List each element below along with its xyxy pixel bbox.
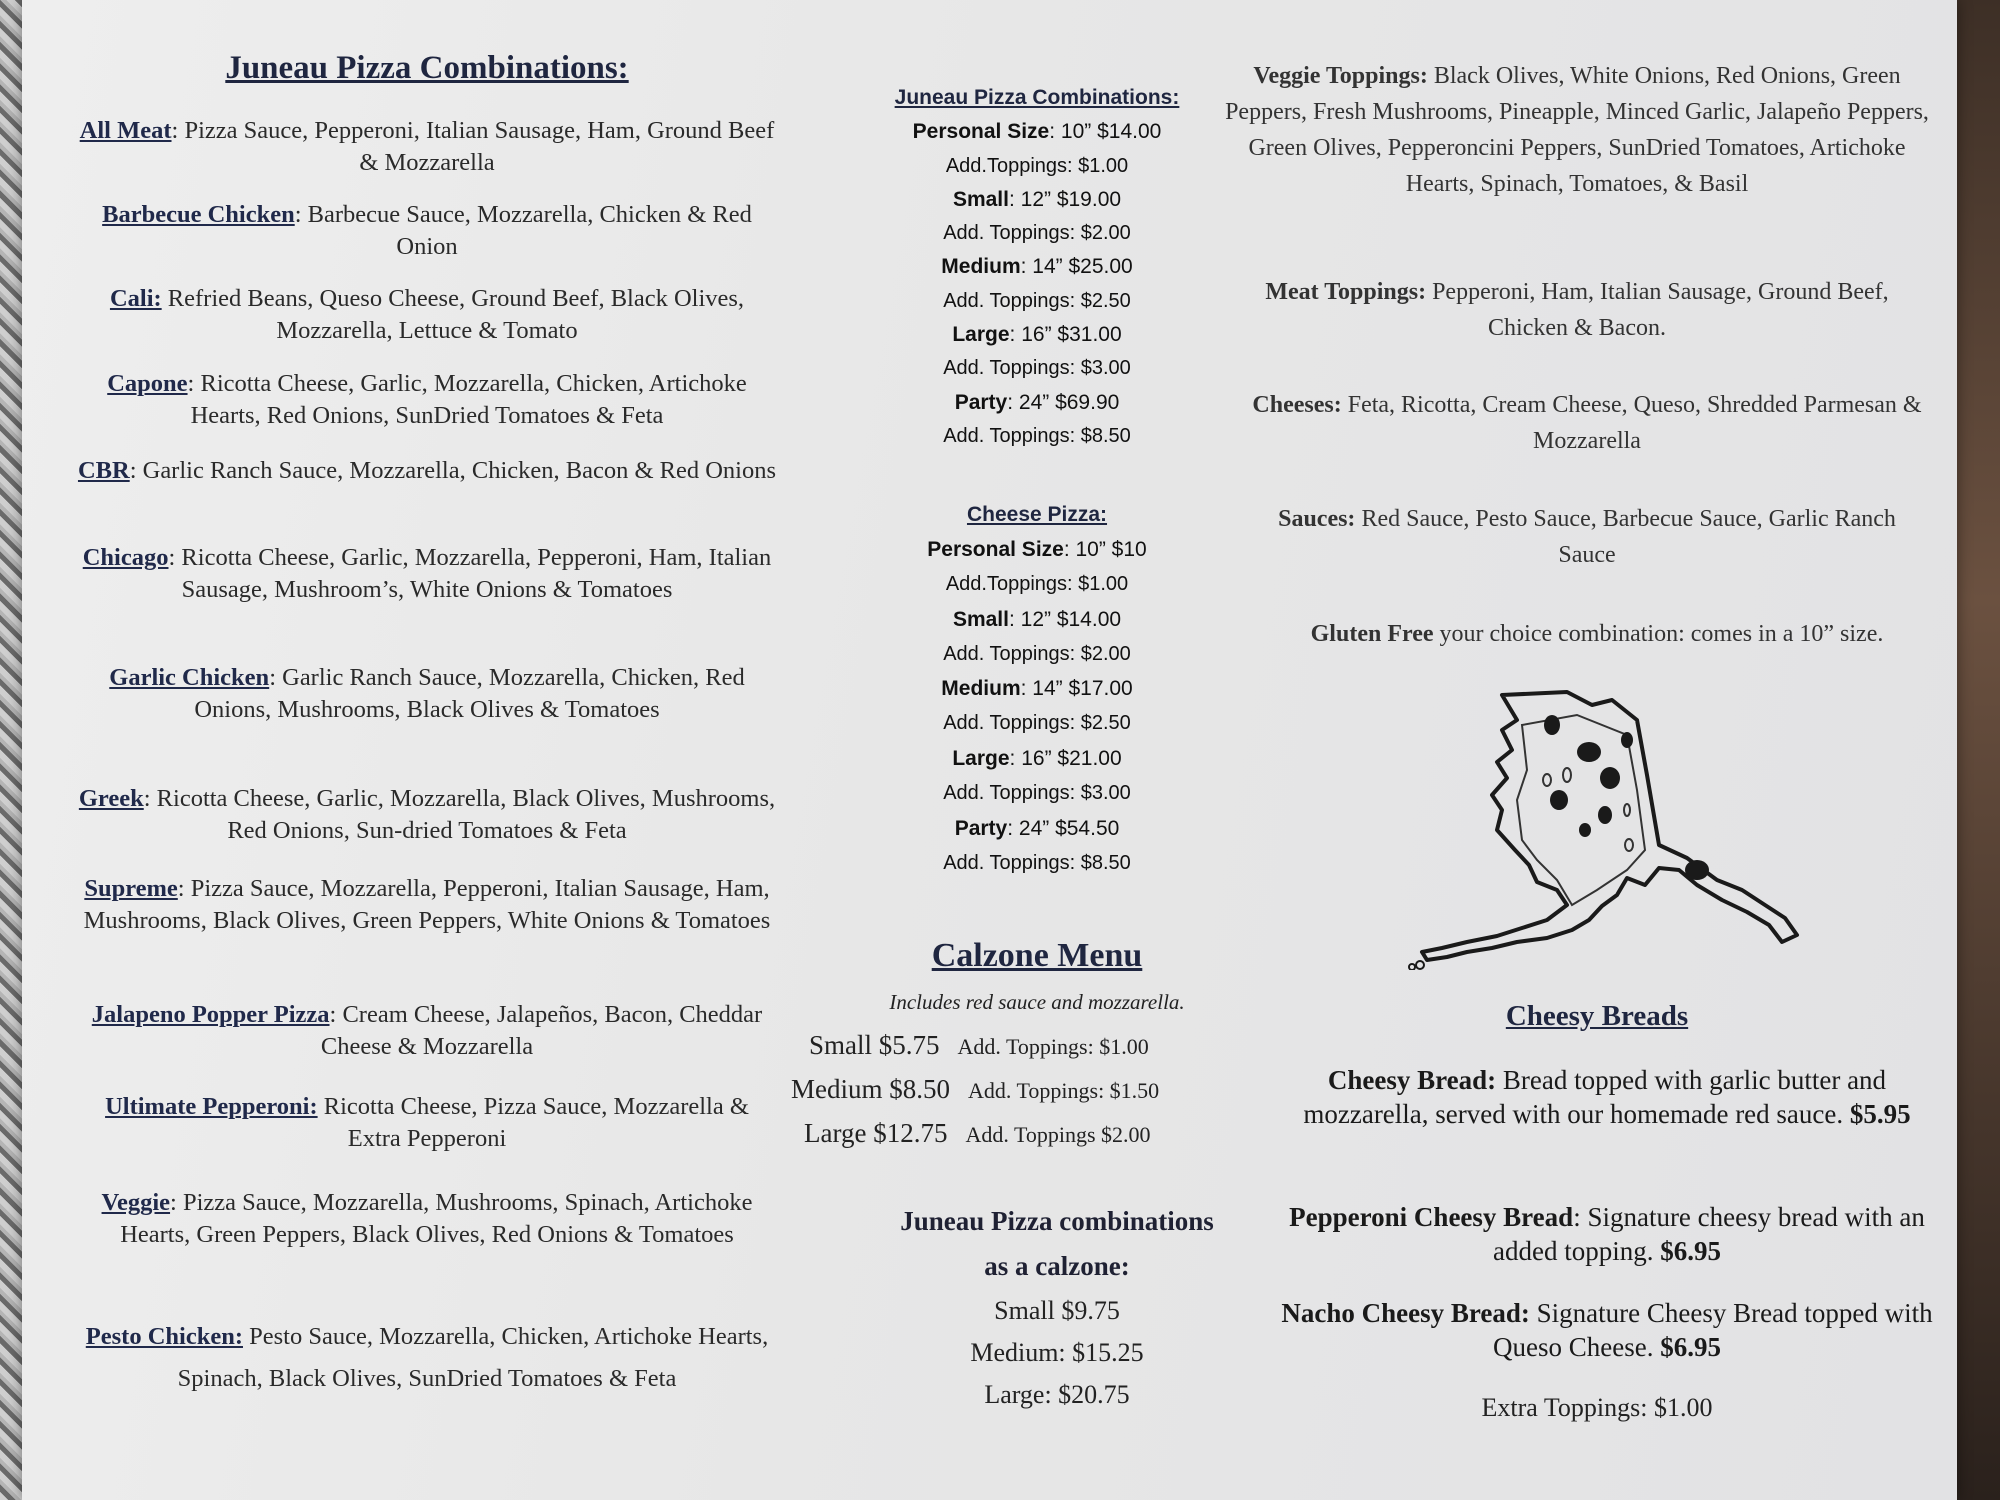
cheese-price-medium: Medium: 14” $17.00 bbox=[941, 677, 1133, 700]
calzone-combo-large: Large: $20.75 bbox=[984, 1380, 1130, 1409]
calzone-note: Includes red sauce and mozzarella. bbox=[889, 990, 1185, 1014]
pepperoni-cheesy-bread: Pepperoni Cheesy Bread: Signature cheesy bread with an added topping. $6.95 bbox=[1289, 1202, 1925, 1266]
combination-prices-heading: Juneau Pizza Combinations: bbox=[894, 86, 1180, 109]
cheesy-breads-title: Cheesy Breads bbox=[1505, 1000, 1689, 1032]
combo-price-party: Party: 24” $69.90 bbox=[954, 391, 1120, 414]
combo-veggie: Veggie: Pizza Sauce, Mozzarella, Mushrooms, Spinach, Artichoke Hearts, Green Peppers, Black Olives, Red Onions & Tomatoes bbox=[101, 1189, 753, 1248]
calzone-combo-title-1: Juneau Pizza combinations bbox=[900, 1206, 1214, 1236]
combo-cbr: CBR: Garlic Ranch Sauce, Mozzarella, Chicken, Bacon & Red Onions bbox=[77, 457, 777, 484]
combo-cali: Cali: Refried Beans, Queso Cheese, Ground Beef, Black Olives, Mozzarella, Lettuce & Tomato bbox=[109, 285, 745, 344]
combo-supreme: Supreme: Pizza Sauce, Mozzarella, Pepperoni, Italian Sausage, Ham, Mushrooms, Black Olives, Green Peppers, White Onions & Tomatoes bbox=[83, 875, 771, 934]
calzone-combo-medium: Medium: $15.25 bbox=[970, 1338, 1144, 1367]
calzone-combo-title-2: as a calzone: bbox=[984, 1251, 1130, 1281]
cheeses: Cheeses: Feta, Ricotta, Cream Cheese, Queso, Shredded Parmesan & Mozzarella bbox=[1252, 392, 1922, 454]
combo-greek: Greek: Ricotta Cheese, Garlic, Mozzarella, Black Olives, Mushrooms, Red Onions, Sun-dried Tomatoes & Feta bbox=[78, 785, 776, 844]
combo-jalapeno-popper: Jalapeno Popper Pizza: Cream Cheese, Jalapeños, Bacon, Cheddar Cheese & Mozzarella bbox=[91, 1001, 763, 1060]
combo-add-personal: Add.Toppings: $1.00 bbox=[945, 155, 1129, 177]
cheese-price-large: Large: 16” $21.00 bbox=[952, 747, 1122, 770]
cheese-add-medium: Add. Toppings: $2.50 bbox=[943, 712, 1131, 734]
calzone-medium: Medium $8.50 Add. Toppings: $1.50 bbox=[791, 1074, 1160, 1104]
veggie-toppings: Veggie Toppings: Black Olives, White Onions, Red Onions, Green Peppers, Fresh Mushrooms, Pineapple, Minced Garlic, Jalapeño Peppers, Green Olives, Pepperoncini Peppers, SunDried Tomatoes, Artichoke Hearts, Spinach, Tomatoes, & Basil bbox=[1225, 63, 1929, 197]
combo-price-personal: Personal Size: 10” $14.00 bbox=[912, 120, 1162, 143]
meat-toppings: Meat Toppings: Pepperoni, Ham, Italian Sausage, Ground Beef, Chicken & Bacon. bbox=[1265, 279, 1889, 341]
combinations-title: Juneau Pizza Combinations: bbox=[225, 50, 629, 86]
cheese-add-personal: Add.Toppings: $1.00 bbox=[945, 573, 1129, 595]
combo-capone: Capone: Ricotta Cheese, Garlic, Mozzarella, Chicken, Artichoke Hearts, Red Onions, SunDried Tomatoes & Feta bbox=[107, 370, 747, 429]
cheese-add-small: Add. Toppings: $2.00 bbox=[943, 643, 1131, 665]
combo-garlic-chicken: Garlic Chicken: Garlic Ranch Sauce, Mozzarella, Chicken, Red Onions, Mushrooms, Black Olives & Tomatoes bbox=[109, 664, 745, 723]
combo-chicago: Chicago: Ricotta Cheese, Garlic, Mozzarella, Pepperoni, Ham, Italian Sausage, Mushroom’s, White Onions & Tomatoes bbox=[82, 544, 772, 603]
combo-all-meat: All Meat: Pizza Sauce, Pepperoni, Italian Sausage, Ham, Ground Beef & Mozzarella bbox=[79, 117, 775, 176]
calzone-menu-title: Calzone Menu bbox=[931, 937, 1143, 974]
extra-toppings-price: Extra Toppings: $1.00 bbox=[1481, 1393, 1713, 1422]
cheesy-bread: Cheesy Bread: Bread topped with garlic butter and mozzarella, served with our homemade red sauce. $5.95 bbox=[1303, 1065, 1911, 1129]
combo-add-small: Add. Toppings: $2.00 bbox=[943, 222, 1131, 244]
combo-price-medium: Medium: 14” $25.00 bbox=[941, 255, 1133, 278]
alaska-pizza-illustration bbox=[1397, 680, 1817, 970]
nacho-cheesy-bread: Nacho Cheesy Bread: Signature Cheesy Bread topped with Queso Cheese. $6.95 bbox=[1281, 1298, 1933, 1362]
combo-add-medium: Add. Toppings: $2.50 bbox=[943, 290, 1131, 312]
combo-ultimate-pepperoni: Ultimate Pepperoni: Ricotta Cheese, Pizza Sauce, Mozzarella & Extra Pepperoni bbox=[105, 1093, 749, 1152]
combo-add-party: Add. Toppings: $8.50 bbox=[943, 425, 1131, 447]
cheese-add-party: Add. Toppings: $8.50 bbox=[943, 852, 1131, 874]
calzone-small: Small $5.75 Add. Toppings: $1.00 bbox=[809, 1030, 1149, 1060]
combo-price-large: Large: 16” $31.00 bbox=[952, 323, 1122, 346]
combo-barbecue-chicken: Barbecue Chicken: Barbecue Sauce, Mozzarella, Chicken & Red Onion bbox=[102, 201, 752, 260]
combo-pesto-chicken: Pesto Chicken: Pesto Sauce, Mozzarella, Chicken, Artichoke Hearts, Spinach, Black Olives, SunDried Tomatoes & Feta bbox=[85, 1323, 769, 1392]
calzone-combo-small: Small $9.75 bbox=[994, 1296, 1120, 1325]
cheese-add-large: Add. Toppings: $3.00 bbox=[943, 782, 1131, 804]
sauces: Sauces: Red Sauce, Pesto Sauce, Barbecue Sauce, Garlic Ranch Sauce bbox=[1278, 506, 1896, 568]
gluten-free-note: Gluten Free your choice combination: comes in a 10” size. bbox=[1310, 621, 1884, 647]
combo-add-large: Add. Toppings: $3.00 bbox=[943, 357, 1131, 379]
combo-price-small: Small: 12” $19.00 bbox=[952, 188, 1122, 211]
cheese-price-party: Party: 24” $54.50 bbox=[954, 817, 1120, 840]
cheese-price-personal: Personal Size: 10” $10 bbox=[927, 538, 1147, 561]
cheese-pizza-heading: Cheese Pizza: bbox=[966, 503, 1108, 526]
cheese-price-small: Small: 12” $14.00 bbox=[952, 608, 1122, 631]
calzone-large: Large $12.75 Add. Toppings $2.00 bbox=[804, 1118, 1151, 1148]
menu-paper bbox=[22, 0, 1957, 1500]
